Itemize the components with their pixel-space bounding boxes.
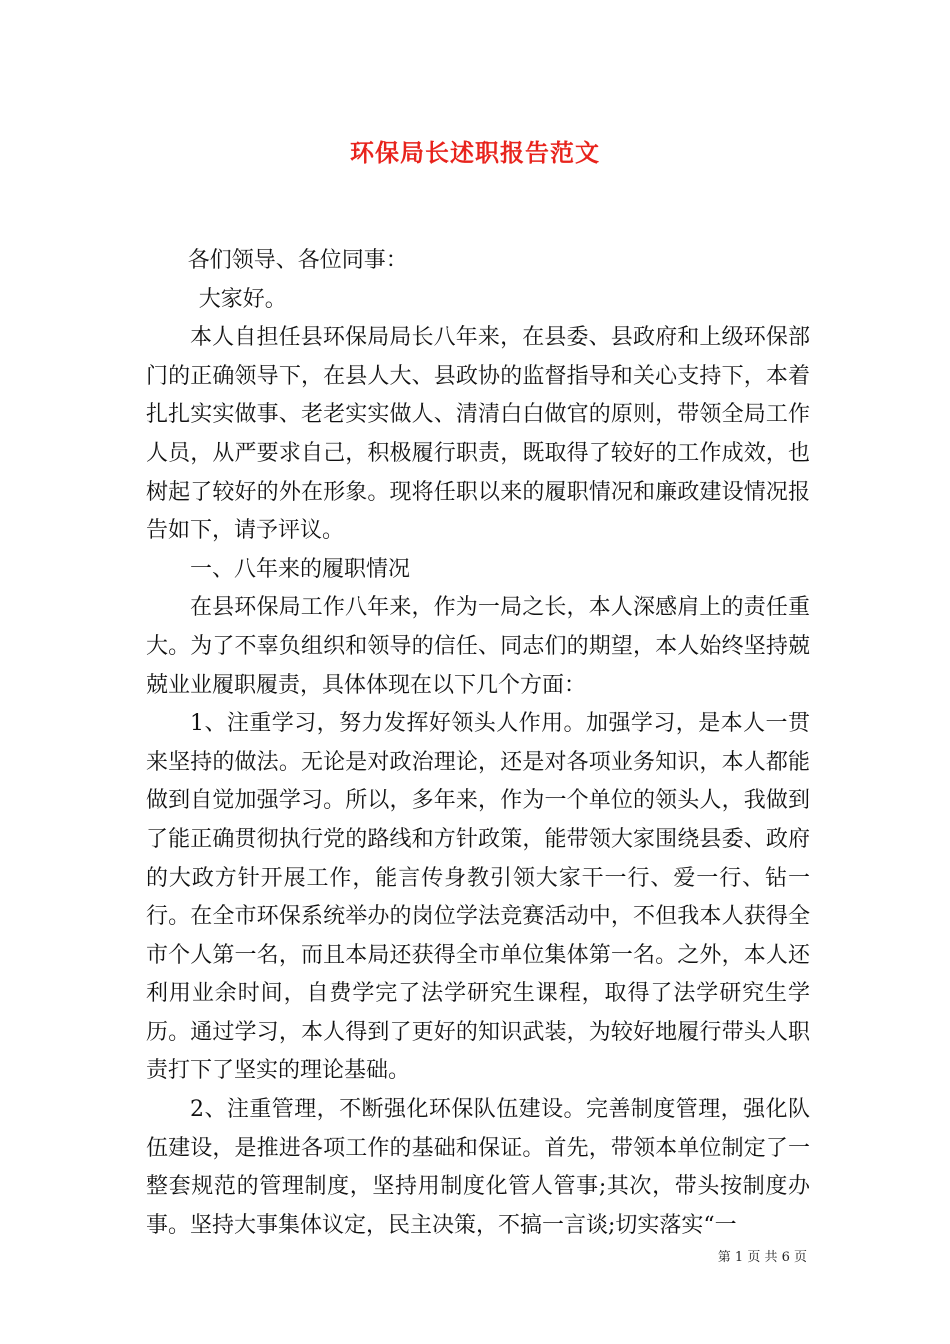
greeting-paragraph: 大家好。	[198, 286, 287, 312]
intro-paragraph: 本人自担任县环保局局长八年来，在县委、县政府和上级环保部门的正确领导下，在县人大、县政协的监督指导和关心支持下，本着扎扎实实做事、老老实实做人、清清白白做官的原则，带领全局工作人员，从严要求自己，积极履行职责，既取得了较好的工作成效，也树起了较好的外在形象。现将任职以来的履职情况和廉政建设情况报告如下，请予评议。	[146, 325, 810, 544]
document-body	[146, 242, 810, 1245]
section-heading-1: 一、八年来的履职情况	[190, 556, 411, 582]
item-1-paragraph: 1、注重学习，努力发挥好领头人作用。加强学习，是本人一贯来坚持的做法。无论是对政治理论，还是对各项业务知识，本人都能做到自觉加强学习。所以，多年来，作为一个单位的领头人，我做到了能正确贯彻执行党的路线和方针政策，能带领大家围绕县委、政府的大政方针开展工作，能言传身教引领大家干一行、爱一行、钻一行。在全市环保系统举办的岗位学法竞赛活动中，不但我本人获得全市个人第一名，而且本局还获得全市单位集体第一名。之外，本人还利用业余时间，自费学完了法学研究生课程，取得了法学研究生学历。通过学习，本人得到了更好的知识武装，为较好地履行带头人职责打下了坚实的理论基础。	[146, 711, 810, 1084]
page-number: 第 1 页 共 6 页	[717, 1250, 807, 1265]
document-title: 环保局长述职报告范文	[350, 138, 600, 167]
section-1-intro-paragraph: 在县环保局工作八年来，作为一局之长，本人深感肩上的责任重大。为了不辜负组织和领导的信任、同志们的期望，本人始终坚持兢兢业业履职履责，具体体现在以下几个方面：	[146, 595, 810, 698]
item-2-paragraph: 2、注重管理，不断强化环保队伍建设。完善制度管理，强化队伍建设，是推进各项工作的基础和保证。首先，带领本单位制定了一整套规范的管理制度，坚持用制度化管人管事;其次，带头按制度办事。坚持大事集体议定，民主决策，不搞一言谈;切实落实“一	[146, 1097, 810, 1238]
salutation-paragraph: 各们领导、各位同事：	[187, 248, 408, 273]
